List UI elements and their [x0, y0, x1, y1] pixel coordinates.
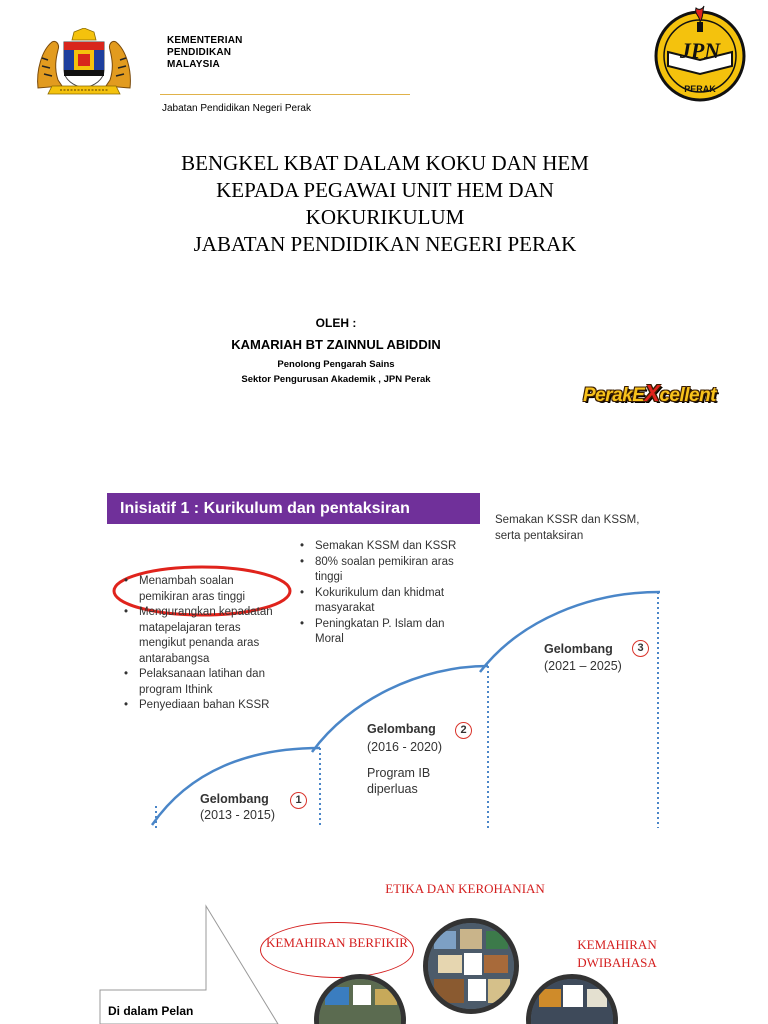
- wave-1-number-badge: 1: [290, 792, 307, 809]
- wave-2-number-badge: 2: [455, 722, 472, 739]
- wave-3-years: (2021 – 2025): [544, 659, 622, 673]
- wave-1-label: Gelombang: [200, 792, 269, 806]
- logo-part-perak: Perak: [583, 385, 633, 406]
- perak-excellent-logo-text: [583, 380, 755, 407]
- ministry-line-3: MALAYSIA: [167, 59, 220, 70]
- ministry-name: [167, 35, 243, 71]
- slide-title: [0, 0, 768, 440]
- aspiration-etika: ETIKA DAN KEROHANIAN: [385, 881, 545, 896]
- aspiration-kemahiran-dwibahasa: KEMAHIRAN DWIBAHASA: [577, 937, 657, 970]
- slide-initiative: [0, 470, 768, 840]
- jpn-logo-text: JPN: [679, 38, 721, 63]
- photo-collage-icon: [319, 979, 401, 1024]
- list-item: • Mengurangkan kepadatan matapelajaran teras mengikut penanda aras antarabangsa: [120, 605, 285, 667]
- photo-collage-icon: [531, 979, 613, 1024]
- department-subtitle: Jabatan Pendidikan Negeri Perak: [162, 103, 311, 114]
- callout-text: Di dalam Pelan: [108, 1004, 194, 1018]
- initiative-header: Inisiatif 1 : Kurikulum dan pentaksiran: [107, 493, 480, 524]
- top-note: Semakan KSSR dan KSSM, serta pentaksiran: [495, 514, 640, 542]
- malaysia-coat-of-arms-icon: [34, 28, 134, 96]
- ministry-line-2: PENDIDIKAN: [167, 47, 232, 58]
- photo-collage-icon: [428, 923, 514, 1009]
- author-name: KAMARIAH BT ZAINNUL ABIDDIN: [231, 337, 441, 352]
- list-item: • Kokurikulum dan khidmat masyarakat: [296, 586, 466, 617]
- logo-part-x: X: [644, 380, 660, 406]
- wave-3-number-badge: 3: [632, 640, 649, 657]
- wave-2-note: Program IB diperluas: [367, 766, 431, 796]
- list-item: • Menambah soalan pemikiran aras tinggi: [120, 574, 285, 605]
- author-sector: Sektor Pengurusan Akademik , JPN Perak: [241, 374, 431, 385]
- title-line-3: KOKURIKULUM: [305, 205, 465, 229]
- title-line-1: BENGKEL KBAT DALAM KOKU DAN HEM: [181, 151, 589, 175]
- author-role: Penolong Pengarah Sains: [277, 359, 395, 370]
- title-line-2: KEPADA PEGAWAI UNIT HEM DAN: [216, 178, 554, 202]
- list-item: • Semakan KSSM dan KSSR: [296, 539, 466, 555]
- list-item: • Penyediaan bahan KSSR: [120, 698, 285, 714]
- jpn-perak-logo-icon: [652, 2, 748, 102]
- divider: [160, 94, 410, 95]
- logo-part-cellent: cellent: [659, 385, 717, 406]
- middle-bullet-list: [296, 539, 466, 648]
- logo-part-e: E: [632, 385, 645, 406]
- aspiration-kemahiran-berfikir: KEMAHIRAN BERFIKIR: [266, 935, 408, 950]
- wave-3-label: Gelombang: [544, 642, 613, 656]
- list-item: • 80% soalan pemikiran aras tinggi: [296, 555, 466, 586]
- slide-title-text: [80, 150, 690, 258]
- wave-2-label: Gelombang: [367, 722, 436, 736]
- jpn-logo-ring-text: PERAK: [684, 84, 716, 94]
- by-label: OLEH :: [315, 316, 357, 330]
- list-item: • Pelaksanaan latihan dan program Ithink: [120, 667, 285, 698]
- photo-circle-etika: [423, 918, 519, 1014]
- slide-aspirations: [0, 870, 768, 1024]
- list-item: • Peningkatan P. Islam dan Moral: [296, 617, 466, 648]
- perak-excellent-logo: [583, 380, 755, 412]
- wave-1-years: (2013 - 2015): [200, 808, 276, 822]
- wave-2-years: (2016 - 2020): [367, 740, 443, 754]
- ministry-line-1: KEMENTERIAN: [167, 35, 243, 46]
- left-bullet-list: [120, 574, 285, 714]
- title-line-4: JABATAN PENDIDIKAN NEGERI PERAK: [193, 232, 577, 256]
